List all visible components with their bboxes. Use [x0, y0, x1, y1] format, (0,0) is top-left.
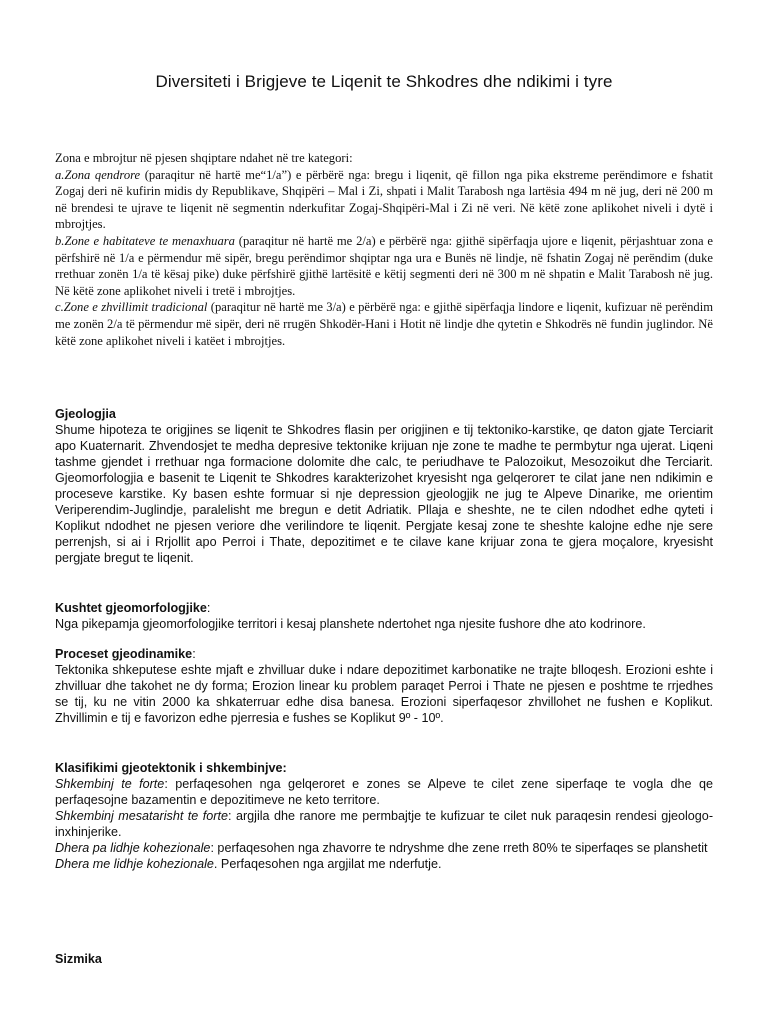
zone-b-paragraph: [55, 233, 713, 299]
loose-soils-text: : perfaqesohen nga zhavorre te ndryshme dhe zene rreth 80% te siperfaqes se planshetit: [210, 841, 708, 855]
geomorphology-body: Nga pikepamja gjeomorfologjike territori i kesaj planshete ndertohet nga njesite fushore dhe ato kodrinore.: [55, 617, 646, 631]
cohesive-soils-label: Dhera me lidhje kohezionale: [55, 857, 214, 871]
geology-body: Shume hipoteza te origjines se liqenit te Shkodres flasin per origjinen e tij tektoniko-karstike, qe daton gjate Terciarit apo Kuaternarit. Zhvendosjet te medha depresive tektonike krijuan nje zone te madhe te permbytur nga ujerat. Liqeni tashme gjendet i rrethuar nga formacione dolomite dhe calc, te periudhave te Palozoikut, Mesozoikut dhe Terciarit. Gjeomorfologjia e basenit te Liqenit te Shkodres karakterizohet kryesisht nga gelqerorет te cilat jane nen ndikimin e proceseve karstike. Ky basen eshte formuar si nje depression gjeologjik ne jug te Alpeve Dinarike, me orientim Veriperendim-Juglindje, paralelisht me bregun e detit Adriatik. Pllaja e sheshte, ne te cilen ndodhet edhe qyteti i Koplikut ndodhet ne pjesen veriore dhe verilindore te liqenit. Pergjate kesaj zone te sheshte kalojne edhe nje sere perrenjsh, si ai i Rrjollit apo Perroi i Thate, depozitimet e te cilave kane krijuar zona te gjera moçalore, kryesisht pergjate bregut te liqenit.: [55, 423, 713, 565]
geology-heading: Gjeologjia: [55, 407, 116, 421]
classification-section: [55, 760, 713, 872]
cohesive-soils-item: [55, 856, 713, 872]
zone-c-label: c.Zone e zhvillimit tradicional: [55, 300, 208, 315]
geodynamics-body: Tektonika shkeputese eshte mjaft e zhvilluar duke i ndare depozitimet karbonatike ne trajte blloqesh. Erozioni eshte i zhvilluar dhe takohet ne dy forma; Erozion linear ku problem paraqet Perroi i Thate ne pjesen e poshtme te rrjedhes se tij, ku ne vitin 2000 ka shkaterruar edhe disa banesa. Erozioni siperfaqesor zhvillohet ne fushen e Koplikut. Zhvillimin e tij e favorizon edhe pjerresia e fushes se Koplikut 9º - 10º.: [55, 663, 713, 725]
medium-rocks-label: Shkembinj mesatarisht te forte: [55, 809, 228, 823]
geomorphology-section: [55, 600, 713, 632]
geodynamics-heading: Proceset gjeodinamike: [55, 647, 193, 661]
loose-soils-label: Dhera pa lidhje kohezionale: [55, 841, 211, 855]
zone-a-paragraph: [55, 167, 713, 233]
classification-heading: Klasifikimi gjeotektonik i shkembinjve:: [55, 761, 287, 775]
geomorphology-heading: Kushtet gjeomorfologjike: [55, 601, 207, 615]
hard-rocks-label: Shkembinj te forte: [55, 777, 165, 791]
geology-section: [55, 406, 713, 566]
loose-soils-item: [55, 840, 713, 856]
zones-intro: Zona e mbrojtur në pjesen shqiptare ndahet në tre kategori:: [55, 151, 353, 165]
zone-b-text: (paraqitur në hartë me 2/a) e përbërë nga: gjithë sipërfaqja ujore e liqenit, përjashtuar zona e përfshirë në 1/a e përmendur më sipër, bregu perëndimor shqiptar nga ura e Bunës në lindje, në fshatin Zogaj në perëndim (duke rrethuar zonën 1/a të kësaj pike) duke përfshirë gjithë lartësitë e këtij segmenti deri në 300 m në shpatin e Malit Tarabosh në jug. Në këtë zone aplikohet niveli i tretë i mbrojtjes.: [55, 233, 713, 298]
geomorphology-colon: :: [206, 601, 211, 615]
seismic-heading: Sizmika: [55, 952, 102, 966]
zone-a-label: a.Zona qendrore: [55, 167, 141, 182]
cohesive-soils-text: . Perfaqesohen nga argjilat me nderfutje.: [213, 857, 442, 871]
geodynamics-section: [55, 646, 713, 726]
zone-c-text: (paraqitur në hartë me 3/a) e përbërë nga: e gjithë sipërfaqja lindore e liqenit, kufizuar në perëndim me zonën 2/a të përmendur më sipër, deri në rrugën Shkodër-Hani i Hotit në lindje dhe qytetin e Shkodrës në fundin juglindor. Në këtë zone aplikohet niveli i katëet i mbrojtjes.: [55, 300, 713, 348]
hard-rocks-item: [55, 776, 713, 808]
zones-section: [55, 150, 713, 349]
document-title: Diversiteti i Brigjeve te Liqenit te Shkodres dhe ndikimi i tyre: [155, 72, 613, 91]
zone-b-label: b.Zone e habitateve te menaxhuara: [55, 233, 235, 248]
geodynamics-colon: :: [192, 647, 196, 661]
hard-rocks-text: : perfaqesohen nga gelqeroret e zones se Alpeve te cilet zene siperfaqe te vogla dhe qe perfaqesojne bazamentin e depozitimeve ne keto territore.: [55, 777, 713, 807]
seismic-section: [55, 951, 713, 967]
zone-c-paragraph: [55, 299, 713, 349]
medium-rocks-item: [55, 808, 713, 840]
medium-rocks-text: : argjila dhe ranore me permbajtje te kufizuar te cilet nuk paraqesin rendesi gjeologo-inxhinjerike.: [55, 809, 714, 839]
zone-a-text: (paraqitur në hartë me“1/a”) e përbërë nga: bregu i liqenit, që fillon nga pika ekstreme perëndimore e fshatit Zogaj deri në kufirin midis dy Republikave, Shqipëri – Mal i Zi, shpati i Malit Tarabosh nga lartësia 494 m në jug, deri në 200 m në brendesi te ujrave te liqenit në segmentin nderkufitar Zogaj-Shqipëri-Mal i Zi në veri. Në këtë zone aplikohet niveli i dytë i mbrojtjes.: [55, 167, 713, 232]
